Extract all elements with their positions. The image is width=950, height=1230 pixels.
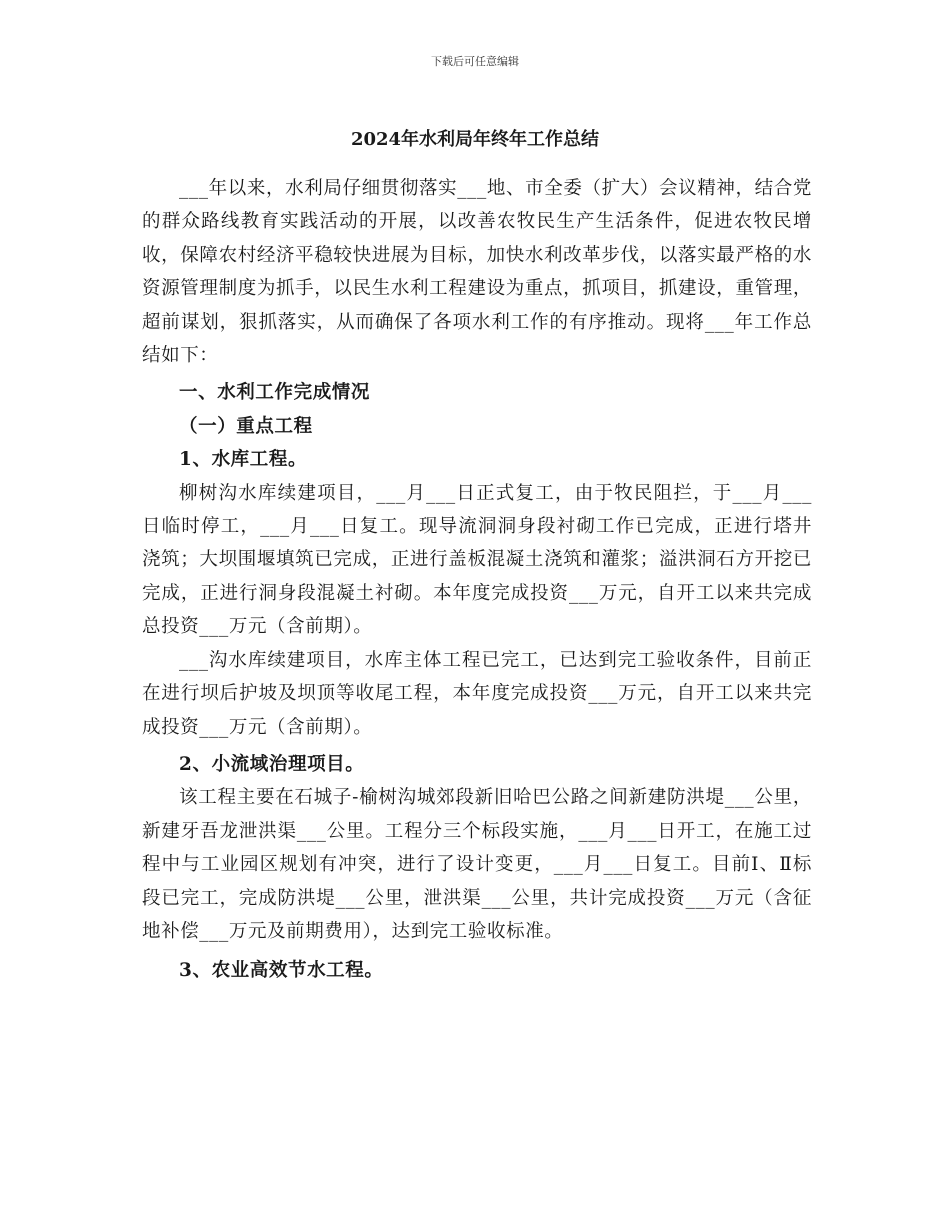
subsection-heading-1: （一）重点工程 bbox=[179, 415, 313, 437]
item-heading-1: 1、水库工程。 bbox=[179, 449, 308, 471]
page-header-note: 下载后可任意编辑 bbox=[431, 55, 519, 68]
item1-paragraph-2: ___沟水库续建项目，水库主体工程已完工，已达到完工验收条件，目前正在进行坝后护坡及坝顶等收尾工程，本年度完成投资___万元，自开工以来共完成投资___万元（含前期）。 bbox=[142, 649, 812, 738]
item-heading-3: 3、农业高效节水工程。 bbox=[179, 960, 384, 982]
document-body bbox=[142, 172, 812, 988]
item1-paragraph-1: 柳树沟水库续建项目，___月___日正式复工，由于牧民阻拦，于___月___日临时停工，___月___日复工。现导流洞洞身段衬砌工作已完成，正进行塔井浇筑；大坝围堰填筑已完成，正进行盖板混凝土浇筑和灌浆；溢洪洞石方开挖已完成，正进行洞身段混凝土衬砌。本年度完成投资___万元，自开工以来共完成总投资___万元（含前期）。 bbox=[142, 482, 812, 638]
intro-paragraph: ___年以来，水利局仔细贯彻落实___地、市全委（扩大）会议精神，结合党的群众路线教育实践活动的开展，以改善农牧民生产生活条件，促进农牧民增收，保障农村经济平稳较快进展为目标，加快水利改革步伐，以落实最严格的水资源管理制度为抓手，以民生水利工程建设为重点，抓项目，抓建设，重管理，超前谋划，狠抓落实，从而确保了各项水利工作的有序推动。现将___年工作总结如下： bbox=[142, 178, 812, 367]
item2-paragraph-1: 该工程主要在石城子-榆树沟城郊段新旧哈巴公路之间新建防洪堤___公里，新建牙吾龙泄洪渠___公里。工程分三个标段实施，___月___日开工，在施工过程中与工业园区规划有冲突，进行了设计变更，___月___日复工。目前Ⅰ、Ⅱ标段已完工，完成防洪堤___公里，泄洪渠___公里，共计完成投资___万元（含征地补偿___万元及前期费用），达到完工验收标准。 bbox=[142, 787, 812, 942]
document-title: 2024年水利局年终年工作总结 bbox=[350, 129, 600, 150]
item-heading-2: 2、小流域治理项目。 bbox=[179, 753, 365, 775]
section-heading-1: 一、水利工作完成情况 bbox=[179, 382, 371, 404]
